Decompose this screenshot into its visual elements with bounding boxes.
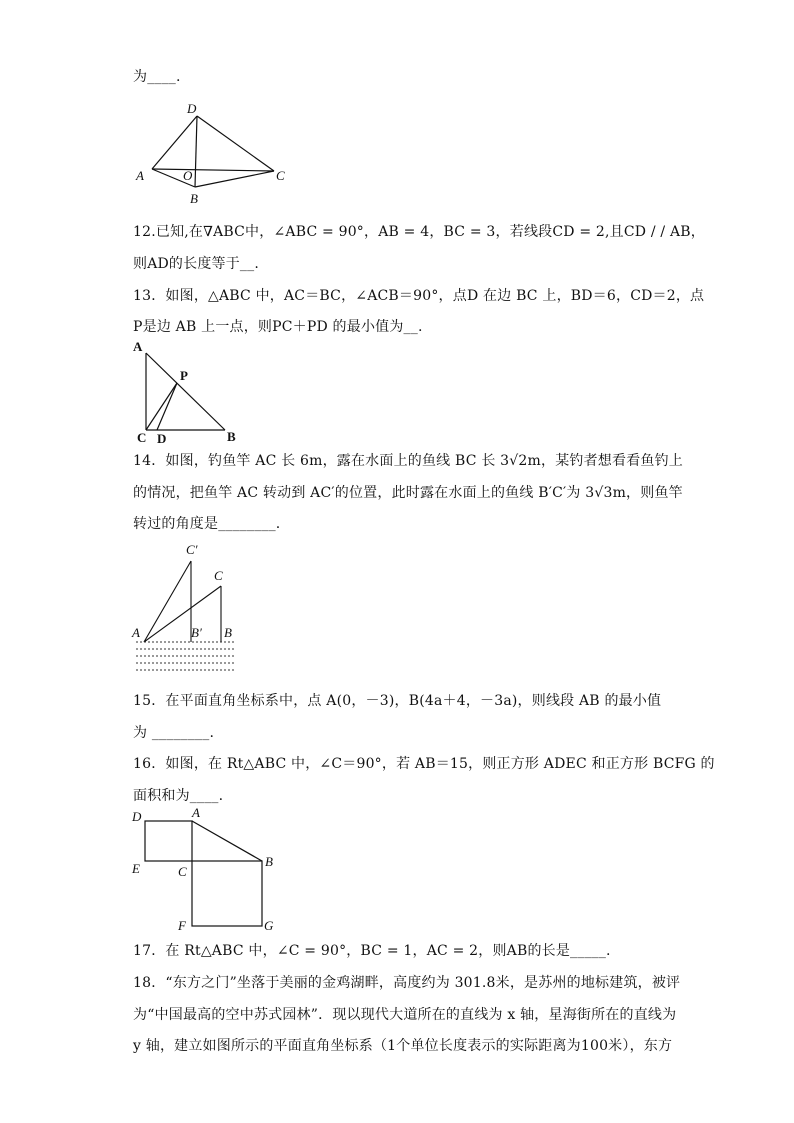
fig14-label-b: B	[224, 625, 232, 640]
line-13: 17．在 Rt△ABC 中，∠C = 90°，BC = 1，AC = 2，则AB的长是_____.	[133, 943, 611, 959]
figure-13	[130, 338, 250, 446]
fig14-label-b-prime: B′	[191, 625, 202, 640]
line-5: P是边 AB 上一点，则PC＋PD 的最小值为__.	[133, 319, 423, 335]
fig13-label-p: P	[180, 368, 188, 383]
line-15: 为“中国最高的空中苏式园林”．现以现代大道所在的直线为 x 轴，星海街所在的直线为	[133, 1007, 677, 1023]
fig14-label-a: A	[132, 625, 140, 640]
line-14: 18．“东方之门”坐落于美丽的金鸡湖畔，高度约为 301.8米，是苏州的地标建筑，被评	[133, 975, 681, 991]
line-9: 15．在平面直角坐标系中，点 A(0，－3)，B(4a＋4，－3a)，则线段 AB 的最小值	[133, 693, 662, 709]
line-7: 的情况，把鱼竿 AC 转动到 AC′的位置，此时露在水面上的鱼线 B′C′为 3√3m，则鱼竿	[133, 485, 683, 501]
fig16-label-e: E	[132, 861, 140, 876]
line-11: 16．如图，在 Rt△ABC 中，∠C＝90°，若 AB＝15，则正方形 ADEC 和正方形 BCFG 的	[133, 756, 715, 772]
fig14-label-c: C	[214, 568, 223, 583]
fig14-label-c-prime: C′	[186, 542, 198, 557]
figure-16	[128, 806, 288, 936]
fig16-label-g: G	[264, 918, 274, 933]
fig16-label-a: A	[192, 806, 200, 820]
fig16-label-f: F	[178, 918, 186, 933]
fig16-label-c: C	[178, 864, 187, 879]
fig13-label-b: B	[227, 429, 236, 444]
fig16-label-d: D	[132, 809, 142, 824]
line-6: 14．如图，钓鱼竿 AC 长 6m，露在水面上的鱼线 BC 长 3√2m，某钓者想看看鱼钓上	[133, 453, 683, 469]
line-16: y 轴，建立如图所示的平面直角坐标系（1个单位长度表示的实际距离为100米），东方	[133, 1038, 673, 1054]
fig11-label-b: B	[190, 191, 198, 206]
fig13-label-a: A	[133, 339, 143, 354]
fig13-label-c: C	[137, 430, 147, 445]
fig13-label-d: D	[157, 431, 167, 446]
line-4: 13．如图，△ABC 中，AC＝BC，∠ACB＝90°，点D 在边 BC 上，BD＝6，CD＝2，点	[133, 288, 705, 304]
line-1: 为____.	[133, 69, 181, 85]
fig16-label-b: B	[265, 854, 273, 869]
fig11-label-a: A	[136, 168, 144, 183]
line-10: 为 ________.	[133, 725, 215, 741]
line-8: 转过的角度是________.	[133, 516, 281, 532]
line-12: 面积和为____.	[133, 788, 224, 804]
figure-11	[130, 98, 300, 210]
fig11-label-c: C	[276, 168, 285, 183]
figure-14	[128, 540, 243, 680]
fig11-label-o: O	[183, 168, 193, 183]
line-3: 则AD的长度等于__.	[133, 256, 259, 272]
line-2: 12.已知,在∇ABC中，∠ABC = 90°，AB = 4，BC = 3，若线段CD = 2,且CD / / AB，	[133, 224, 705, 240]
fig11-label-d: D	[187, 101, 197, 116]
